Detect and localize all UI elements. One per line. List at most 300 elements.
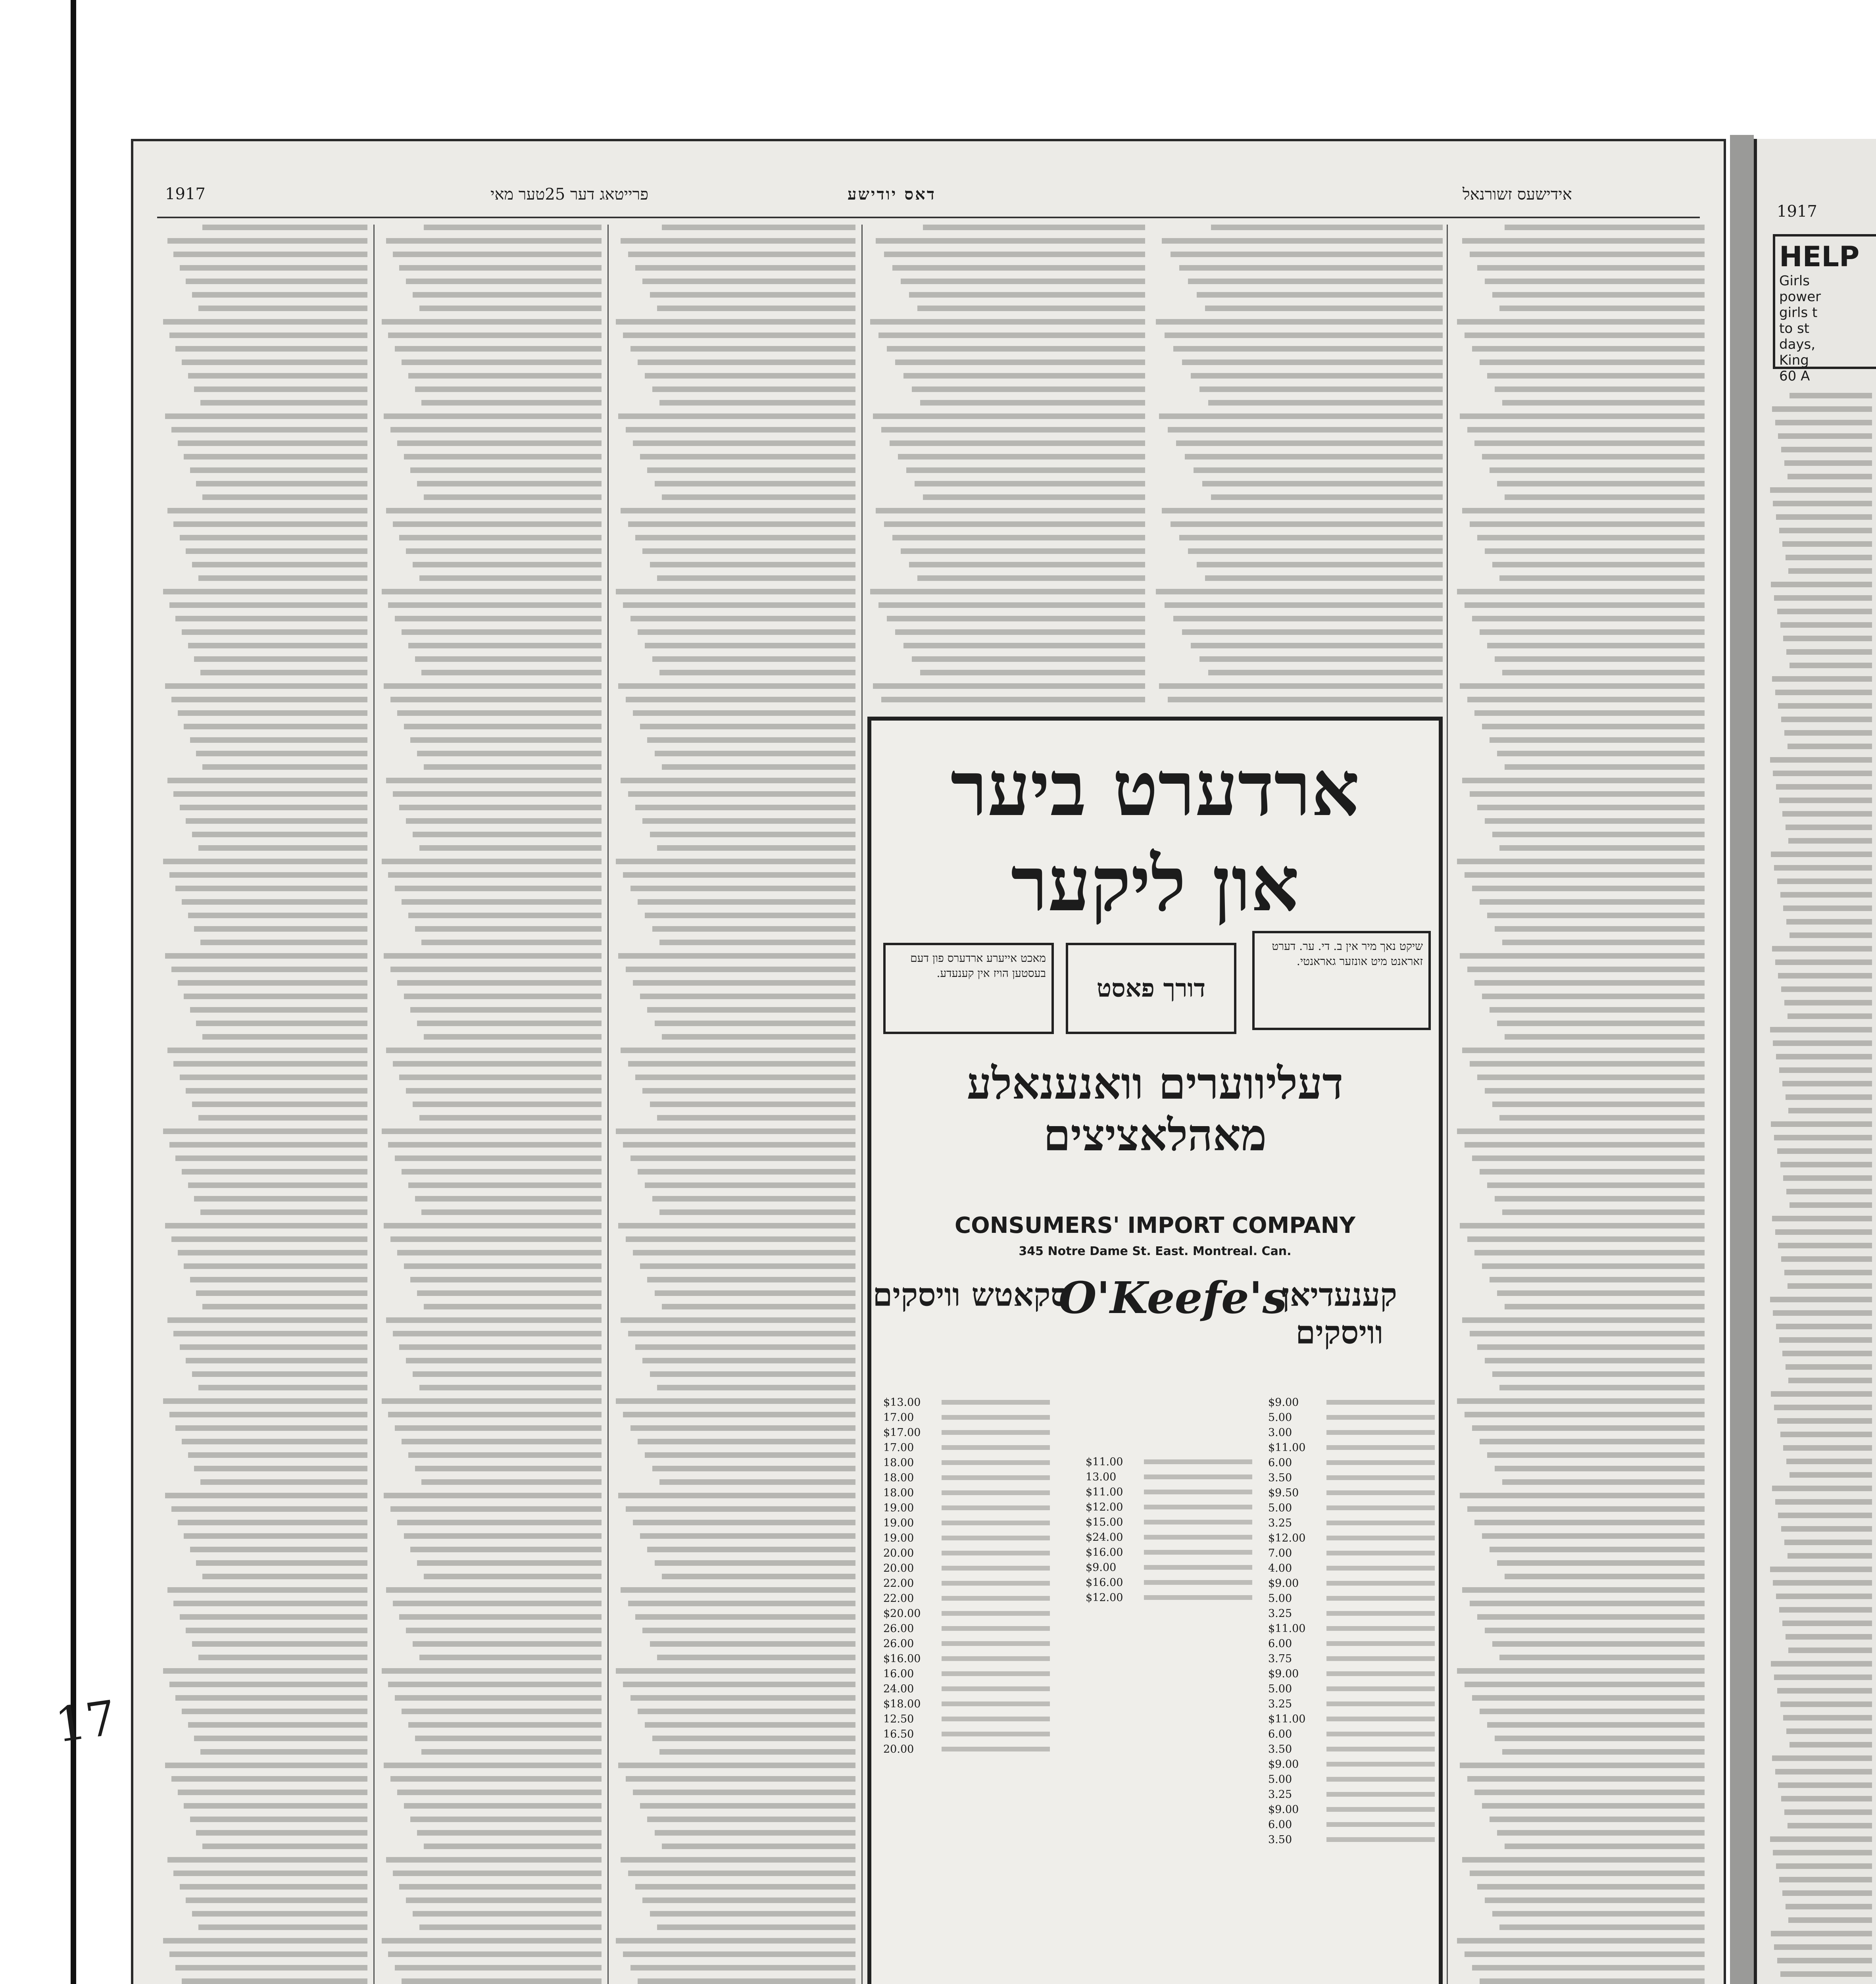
- text-line: [182, 1439, 367, 1444]
- text-line: [1774, 1135, 1872, 1140]
- price-description: [942, 1596, 1050, 1601]
- help-wanted-line: Girls: [1779, 273, 1810, 289]
- text-line: [662, 1304, 855, 1309]
- text-line: [638, 360, 855, 365]
- price-row: [1268, 1576, 1435, 1591]
- text-line: [1502, 670, 1705, 675]
- text-line: [192, 1641, 367, 1647]
- text-line: [621, 508, 855, 513]
- text-line: [652, 1736, 855, 1741]
- text-line: [1505, 225, 1705, 230]
- text-line: [402, 629, 602, 635]
- text-line: [647, 1007, 855, 1013]
- text-line: [393, 521, 602, 527]
- price-value: $9.00: [1086, 1561, 1117, 1574]
- ad-title-line2: און ליקער: [1011, 840, 1299, 928]
- text-column-4: [867, 225, 1145, 709]
- text-line: [901, 548, 1145, 554]
- text-line: [424, 764, 602, 770]
- text-line: [186, 279, 367, 284]
- text-line: [1487, 1182, 1705, 1188]
- text-line: [1788, 474, 1872, 479]
- text-line: [402, 360, 602, 365]
- price-value: 5.00: [1268, 1683, 1292, 1695]
- text-line: [1211, 494, 1443, 500]
- price-description: [942, 1656, 1050, 1661]
- text-line: [1457, 589, 1705, 594]
- text-line: [198, 845, 367, 851]
- ad-title-line1: ארדערט ביער: [950, 744, 1360, 833]
- text-line: [920, 670, 1145, 675]
- ad-center-box: דורך פאסט: [1066, 943, 1236, 1034]
- text-line: [1490, 1277, 1705, 1282]
- text-line: [657, 1655, 855, 1660]
- text-line: [638, 629, 855, 635]
- text-line: [912, 656, 1145, 662]
- text-line: [633, 1790, 855, 1795]
- text-line: [659, 1479, 855, 1485]
- text-line: [657, 1924, 855, 1930]
- text-line: [169, 1951, 367, 1957]
- text-line: [901, 279, 1145, 284]
- text-line: [1774, 1674, 1872, 1680]
- text-line: [662, 494, 855, 500]
- price-description: [1326, 1551, 1435, 1555]
- text-line: [415, 656, 602, 662]
- text-line: [1467, 1776, 1705, 1782]
- text-line: [1457, 319, 1705, 325]
- text-line: [165, 1223, 367, 1228]
- price-value: 20.00: [883, 1743, 914, 1755]
- text-line: [410, 1547, 602, 1552]
- text-line: [1505, 1574, 1705, 1579]
- text-line: [1457, 1398, 1705, 1404]
- text-line: [173, 1871, 367, 1876]
- price-description: [942, 1641, 1050, 1646]
- text-line: [395, 1695, 602, 1701]
- price-description: [942, 1626, 1050, 1631]
- text-line: [163, 1668, 367, 1674]
- text-line: [399, 1075, 602, 1080]
- text-line: [906, 467, 1145, 473]
- text-line: [421, 670, 602, 675]
- price-description: [942, 1490, 1050, 1495]
- text-line: [1485, 1628, 1705, 1633]
- text-line: [1492, 832, 1705, 837]
- text-line: [1774, 865, 1872, 871]
- text-line: [388, 1412, 602, 1417]
- price-value: 3.75: [1268, 1653, 1292, 1665]
- text-line: [1775, 1229, 1872, 1235]
- price-value: $12.00: [1268, 1532, 1306, 1544]
- text-line: [626, 1236, 856, 1242]
- text-line: [178, 980, 367, 986]
- help-wanted-box: [1773, 234, 1876, 384]
- text-line: [628, 791, 855, 797]
- price-row: [883, 1742, 1050, 1757]
- text-line: [1778, 703, 1872, 709]
- price-description: [1326, 1536, 1435, 1540]
- text-line: [1465, 602, 1705, 608]
- text-line: [1784, 1000, 1872, 1005]
- text-line: [1776, 1594, 1872, 1599]
- price-value: $11.00: [1086, 1486, 1123, 1498]
- text-line: [657, 1385, 855, 1390]
- text-line: [638, 1978, 855, 1984]
- text-line: [1465, 1951, 1705, 1957]
- price-value: 20.00: [883, 1562, 914, 1575]
- price-row: [1268, 1395, 1435, 1410]
- text-line: [1165, 333, 1443, 338]
- price-value: 12.50: [883, 1713, 914, 1725]
- text-line: [1199, 656, 1443, 662]
- text-line: [388, 333, 602, 338]
- text-line: [1482, 454, 1705, 459]
- price-description: [1326, 1732, 1435, 1736]
- text-line: [388, 872, 602, 878]
- text-line: [1781, 1526, 1872, 1532]
- text-line: [628, 1061, 855, 1067]
- price-value: 5.00: [1268, 1502, 1292, 1514]
- text-line: [1202, 481, 1443, 486]
- text-line: [196, 1021, 367, 1026]
- text-line: [638, 1169, 855, 1175]
- text-line: [621, 1587, 855, 1593]
- text-line: [1179, 535, 1443, 540]
- text-column-1: [161, 225, 367, 1984]
- text-line: [1779, 798, 1872, 803]
- text-line: [870, 589, 1145, 594]
- text-line: [1472, 1155, 1705, 1161]
- text-line: [1782, 811, 1872, 817]
- text-line: [424, 1304, 602, 1309]
- text-line: [635, 1075, 855, 1080]
- text-line: [1490, 1007, 1705, 1013]
- text-line: [1162, 238, 1443, 244]
- text-line: [395, 616, 602, 621]
- price-value: 17.00: [883, 1411, 914, 1424]
- text-line: [386, 1587, 602, 1593]
- text-line: [635, 535, 855, 540]
- text-line: [876, 238, 1145, 244]
- text-line: [190, 1547, 367, 1552]
- text-line: [1776, 1863, 1872, 1869]
- price-description: [1144, 1475, 1252, 1479]
- text-line: [163, 859, 367, 864]
- text-line: [419, 1924, 602, 1930]
- text-line: [397, 1790, 602, 1795]
- text-line: [399, 805, 602, 810]
- price-row: [883, 1455, 1050, 1471]
- text-line: [188, 373, 367, 379]
- price-description: [1326, 1792, 1435, 1797]
- text-line: [1777, 1148, 1872, 1154]
- text-line: [390, 1776, 602, 1782]
- text-line: [1502, 1749, 1705, 1755]
- text-line: [397, 1520, 602, 1525]
- text-line: [642, 548, 855, 554]
- adjacent-page-fragment: [1754, 139, 1876, 1984]
- price-description: [1326, 1400, 1435, 1405]
- text-line: [194, 1736, 367, 1741]
- text-line: [659, 940, 855, 945]
- text-line: [1208, 400, 1443, 406]
- text-line: [873, 683, 1145, 689]
- ad-left-box: מאכט אייערע ארדערס פון דעם בעסטען הויז אין קענעדע.: [883, 943, 1054, 1034]
- text-line: [410, 467, 602, 473]
- text-line: [393, 1331, 602, 1336]
- text-line: [1492, 1371, 1705, 1377]
- text-line: [188, 913, 367, 918]
- text-line: [1465, 1412, 1705, 1417]
- text-line: [1499, 845, 1705, 851]
- text-line: [1477, 1344, 1705, 1350]
- text-line: [618, 413, 855, 419]
- price-description: [1326, 1777, 1435, 1782]
- text-line: [1480, 1978, 1705, 1984]
- text-line: [173, 791, 367, 797]
- text-line: [417, 481, 602, 486]
- text-line: [1790, 1202, 1872, 1208]
- text-line: [623, 1142, 855, 1148]
- text-line: [1485, 818, 1705, 824]
- text-line: [1499, 1385, 1705, 1390]
- price-description: [942, 1611, 1050, 1616]
- text-line: [202, 1844, 367, 1849]
- price-row: [1086, 1515, 1252, 1530]
- text-line: [881, 697, 1145, 702]
- text-line: [1467, 427, 1705, 433]
- text-line: [200, 940, 367, 945]
- text-line: [1477, 1075, 1705, 1080]
- text-line: [1182, 360, 1443, 365]
- price-description: [942, 1505, 1050, 1510]
- text-line: [175, 346, 367, 352]
- text-line: [616, 589, 855, 594]
- text-line: [873, 413, 1145, 419]
- price-row: [1268, 1667, 1435, 1682]
- text-line: [1778, 1243, 1872, 1248]
- price-description: [1326, 1747, 1435, 1751]
- text-line: [878, 333, 1145, 338]
- text-line: [1788, 1283, 1872, 1289]
- text-line: [650, 1911, 856, 1917]
- text-line: [178, 710, 367, 716]
- microfilm-edge: [71, 0, 76, 1984]
- text-line: [1470, 791, 1705, 797]
- text-line: [421, 1479, 602, 1485]
- text-line: [167, 1048, 367, 1053]
- price-description: [942, 1551, 1050, 1555]
- text-line: [390, 697, 602, 702]
- price-value: $16.00: [1086, 1576, 1123, 1589]
- text-line: [652, 1196, 855, 1202]
- price-row: [1268, 1486, 1435, 1501]
- price-row: [883, 1697, 1050, 1712]
- text-line: [640, 724, 855, 729]
- text-line: [186, 818, 367, 824]
- text-line: [188, 1182, 367, 1188]
- price-row: [883, 1727, 1050, 1742]
- text-line: [1497, 751, 1705, 756]
- price-description: [1326, 1837, 1435, 1842]
- text-line: [1775, 1769, 1872, 1774]
- text-line: [167, 238, 367, 244]
- text-line: [419, 1115, 602, 1121]
- text-line: [397, 440, 602, 446]
- text-line: [1771, 1391, 1872, 1397]
- text-line: [1168, 697, 1443, 702]
- text-line: [1497, 1830, 1705, 1836]
- text-line: [390, 427, 602, 433]
- text-line: [1773, 1850, 1872, 1855]
- text-line: [903, 373, 1145, 379]
- text-line: [647, 467, 855, 473]
- price-value: 20.00: [883, 1547, 914, 1559]
- text-line: [382, 1398, 602, 1404]
- text-line: [171, 1776, 367, 1782]
- text-line: [397, 710, 602, 716]
- text-line: [1467, 697, 1705, 702]
- text-line: [182, 629, 367, 635]
- price-row: [1268, 1455, 1435, 1471]
- price-row: [883, 1440, 1050, 1455]
- text-line: [421, 1749, 602, 1755]
- price-row: [883, 1682, 1050, 1697]
- text-line: [1505, 1844, 1705, 1849]
- text-line: [196, 1290, 367, 1296]
- text-line: [192, 1102, 367, 1107]
- text-line: [662, 1844, 855, 1849]
- price-value: 3.25: [1268, 1517, 1292, 1529]
- price-description: [1326, 1822, 1435, 1827]
- text-line: [395, 886, 602, 891]
- text-line: [393, 1871, 602, 1876]
- text-line: [652, 386, 855, 392]
- price-row: [883, 1636, 1050, 1651]
- text-line: [876, 508, 1145, 513]
- text-line: [1162, 508, 1443, 513]
- adjacent-page-year: 1917: [1777, 202, 1817, 221]
- price-row: [1086, 1545, 1252, 1560]
- text-line: [1778, 1782, 1872, 1788]
- text-line: [1779, 1067, 1872, 1073]
- text-line: [1495, 1466, 1705, 1471]
- text-line: [194, 1466, 367, 1471]
- price-row: [883, 1410, 1050, 1425]
- text-line: [1786, 1634, 1872, 1640]
- text-line: [1505, 764, 1705, 770]
- text-line: [175, 886, 367, 891]
- price-value: $12.00: [1086, 1501, 1123, 1513]
- text-line: [386, 1317, 602, 1323]
- price-value: 19.00: [883, 1532, 914, 1544]
- text-line: [393, 252, 602, 257]
- text-line: [1782, 1621, 1872, 1626]
- price-description: [942, 1475, 1050, 1480]
- text-line: [1171, 521, 1443, 527]
- text-line: [1477, 535, 1705, 540]
- price-row: [1086, 1485, 1252, 1500]
- price-row: [1268, 1621, 1435, 1636]
- text-line: [878, 602, 1145, 608]
- text-line: [1790, 1472, 1872, 1478]
- text-line: [1790, 393, 1872, 398]
- price-value: 18.00: [883, 1457, 914, 1469]
- text-line: [417, 1830, 602, 1836]
- text-line: [406, 818, 602, 824]
- adjacent-page-text: [1769, 393, 1872, 1984]
- price-description: [942, 1732, 1050, 1736]
- text-line: [1779, 528, 1872, 533]
- text-line: [404, 724, 602, 729]
- text-line: [1783, 1445, 1872, 1451]
- price-value: $9.00: [1268, 1668, 1299, 1680]
- price-value: 13.00: [1086, 1471, 1117, 1483]
- text-line: [623, 1682, 855, 1687]
- text-line: [1474, 980, 1705, 986]
- text-line: [892, 535, 1145, 540]
- text-line: [1788, 1378, 1872, 1383]
- text-line: [167, 508, 367, 513]
- text-line: [657, 575, 855, 581]
- text-line: [645, 1722, 855, 1728]
- text-line: [659, 1749, 855, 1755]
- text-line: [198, 575, 367, 581]
- text-line: [1786, 919, 1872, 925]
- text-line: [623, 1951, 855, 1957]
- text-line: [642, 279, 855, 284]
- text-line: [178, 1790, 367, 1795]
- text-line: [171, 1506, 367, 1512]
- text-line: [393, 791, 602, 797]
- price-value: $9.00: [1268, 1758, 1299, 1771]
- price-value: $13.00: [883, 1396, 921, 1409]
- text-line: [202, 764, 367, 770]
- text-line: [1781, 717, 1872, 722]
- text-line: [202, 1304, 367, 1309]
- text-line: [642, 1897, 855, 1903]
- price-description: [1144, 1595, 1252, 1600]
- text-line: [1185, 454, 1443, 459]
- text-line: [419, 1655, 602, 1660]
- text-line: [1487, 643, 1705, 648]
- text-line: [1502, 1209, 1705, 1215]
- text-line: [1470, 1061, 1705, 1067]
- text-line: [163, 1938, 367, 1944]
- text-line: [167, 1317, 367, 1323]
- price-description: [1326, 1581, 1435, 1586]
- price-value: 16.50: [883, 1728, 914, 1740]
- text-line: [198, 1924, 367, 1930]
- price-row: [1268, 1772, 1435, 1787]
- text-line: [887, 616, 1145, 621]
- text-line: [1480, 629, 1705, 635]
- text-line: [169, 602, 367, 608]
- price-row: [883, 1516, 1050, 1531]
- text-line: [1472, 886, 1705, 891]
- text-line: [384, 1763, 602, 1768]
- text-line: [647, 1277, 855, 1282]
- text-line: [1774, 595, 1872, 601]
- text-line: [1775, 959, 1872, 965]
- text-line: [1477, 1884, 1705, 1890]
- price-description: [942, 1430, 1050, 1435]
- text-line: [169, 872, 367, 878]
- text-line: [1457, 1668, 1705, 1674]
- text-line: [1778, 433, 1872, 439]
- price-description: [1144, 1459, 1252, 1464]
